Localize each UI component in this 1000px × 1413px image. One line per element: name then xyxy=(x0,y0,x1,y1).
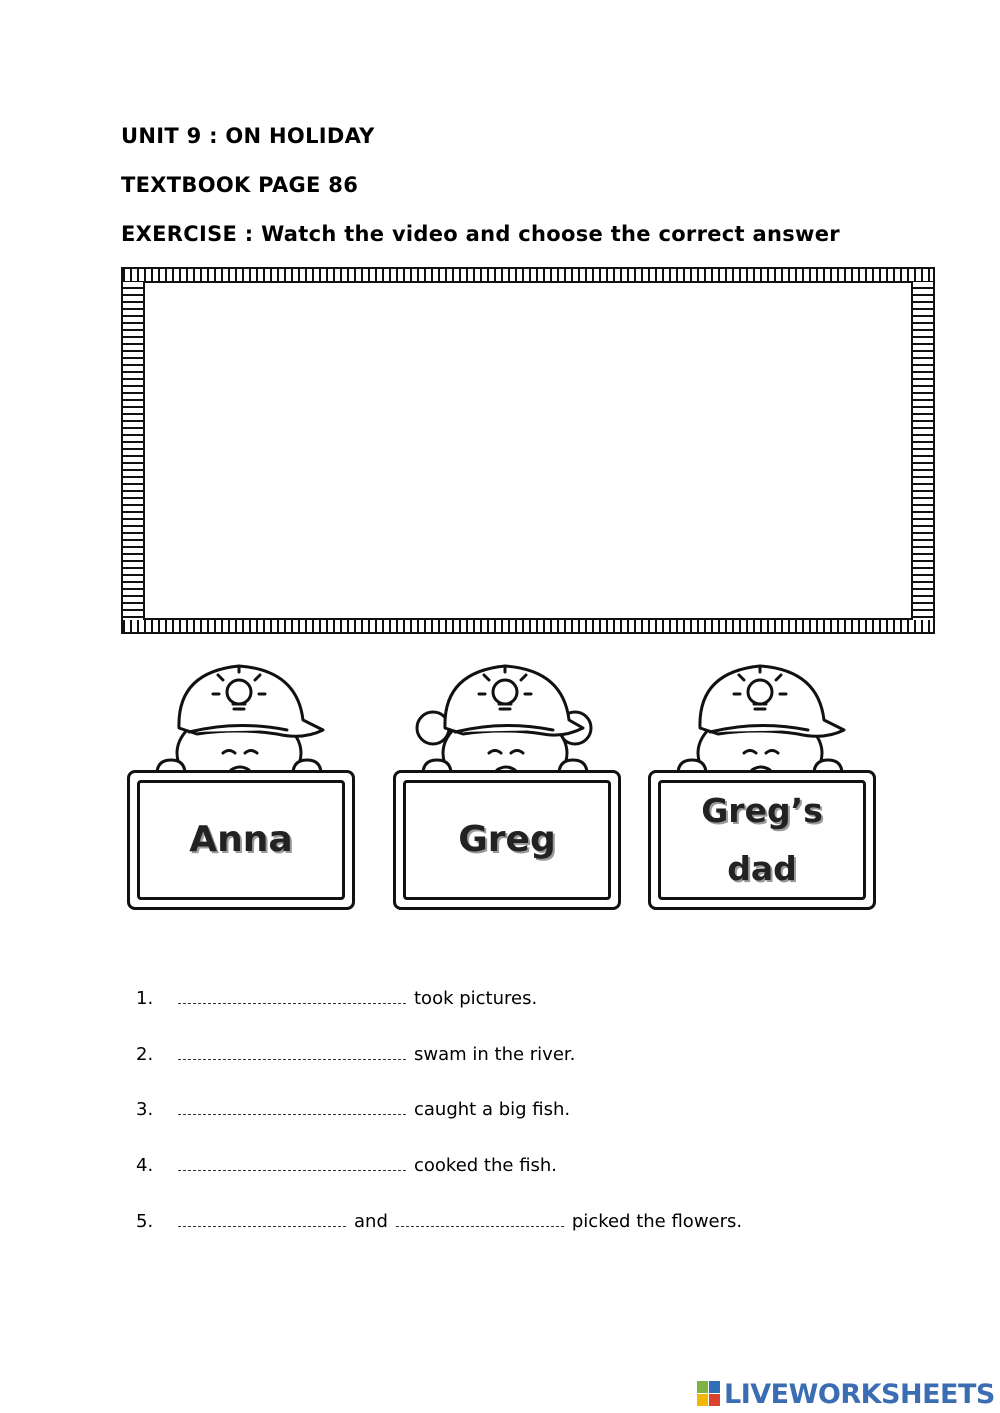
character-name-gregs: Greg’s xyxy=(701,791,823,830)
name-sign xyxy=(648,770,876,910)
exercise-instruction: EXERCISE : Watch the video and choose the correct answer xyxy=(121,222,840,246)
question-5 xyxy=(136,1211,742,1232)
question-number: 1. xyxy=(136,988,154,1009)
character-card-greg[interactable] xyxy=(393,658,625,914)
video-frame xyxy=(121,267,935,634)
character-card-anna[interactable] xyxy=(127,658,359,914)
liveworksheets-logo-text: LIVEWORKSHEETS xyxy=(724,1378,995,1410)
question-number: 3. xyxy=(136,1099,154,1120)
character-card-gregs-dad[interactable] xyxy=(648,658,880,914)
question-2 xyxy=(136,1044,575,1065)
question-4 xyxy=(136,1155,557,1176)
character-name-anna: Anna xyxy=(189,819,293,860)
name-sign xyxy=(127,770,355,910)
liveworksheets-logo-icon xyxy=(697,1381,721,1407)
question-text: swam in the river. xyxy=(414,1044,576,1065)
answer-blank-1[interactable] xyxy=(178,1212,346,1227)
question-text: caught a big fish. xyxy=(414,1099,571,1120)
question-text: cooked the fish. xyxy=(414,1155,558,1176)
textbook-page: TEXTBOOK PAGE 86 xyxy=(121,173,359,197)
question-text: picked the flowers. xyxy=(571,1211,743,1232)
answer-blank[interactable] xyxy=(178,989,406,1004)
question-3 xyxy=(136,1099,570,1120)
boy-kid-icon xyxy=(648,658,880,788)
video-player[interactable] xyxy=(145,283,911,618)
character-name-greg: Greg xyxy=(458,819,556,860)
answer-blank-2[interactable] xyxy=(396,1212,564,1227)
girl-kid-icon xyxy=(393,658,625,788)
question-number: 5. xyxy=(136,1211,154,1232)
answer-blank[interactable] xyxy=(178,1100,406,1115)
name-sign xyxy=(393,770,621,910)
answer-blank[interactable] xyxy=(178,1156,406,1171)
character-name-dad: dad xyxy=(727,849,797,888)
answer-blank[interactable] xyxy=(178,1045,406,1060)
unit-title: UNIT 9 : ON HOLIDAY xyxy=(121,124,375,148)
question-conjunction: and xyxy=(354,1211,388,1232)
question-text: took pictures. xyxy=(414,988,538,1009)
question-number: 2. xyxy=(136,1044,154,1065)
video-frame-inner xyxy=(143,281,913,620)
question-1 xyxy=(136,988,537,1009)
boy-kid-icon xyxy=(127,658,359,788)
liveworksheets-logo xyxy=(697,1378,995,1410)
question-number: 4. xyxy=(136,1155,154,1176)
